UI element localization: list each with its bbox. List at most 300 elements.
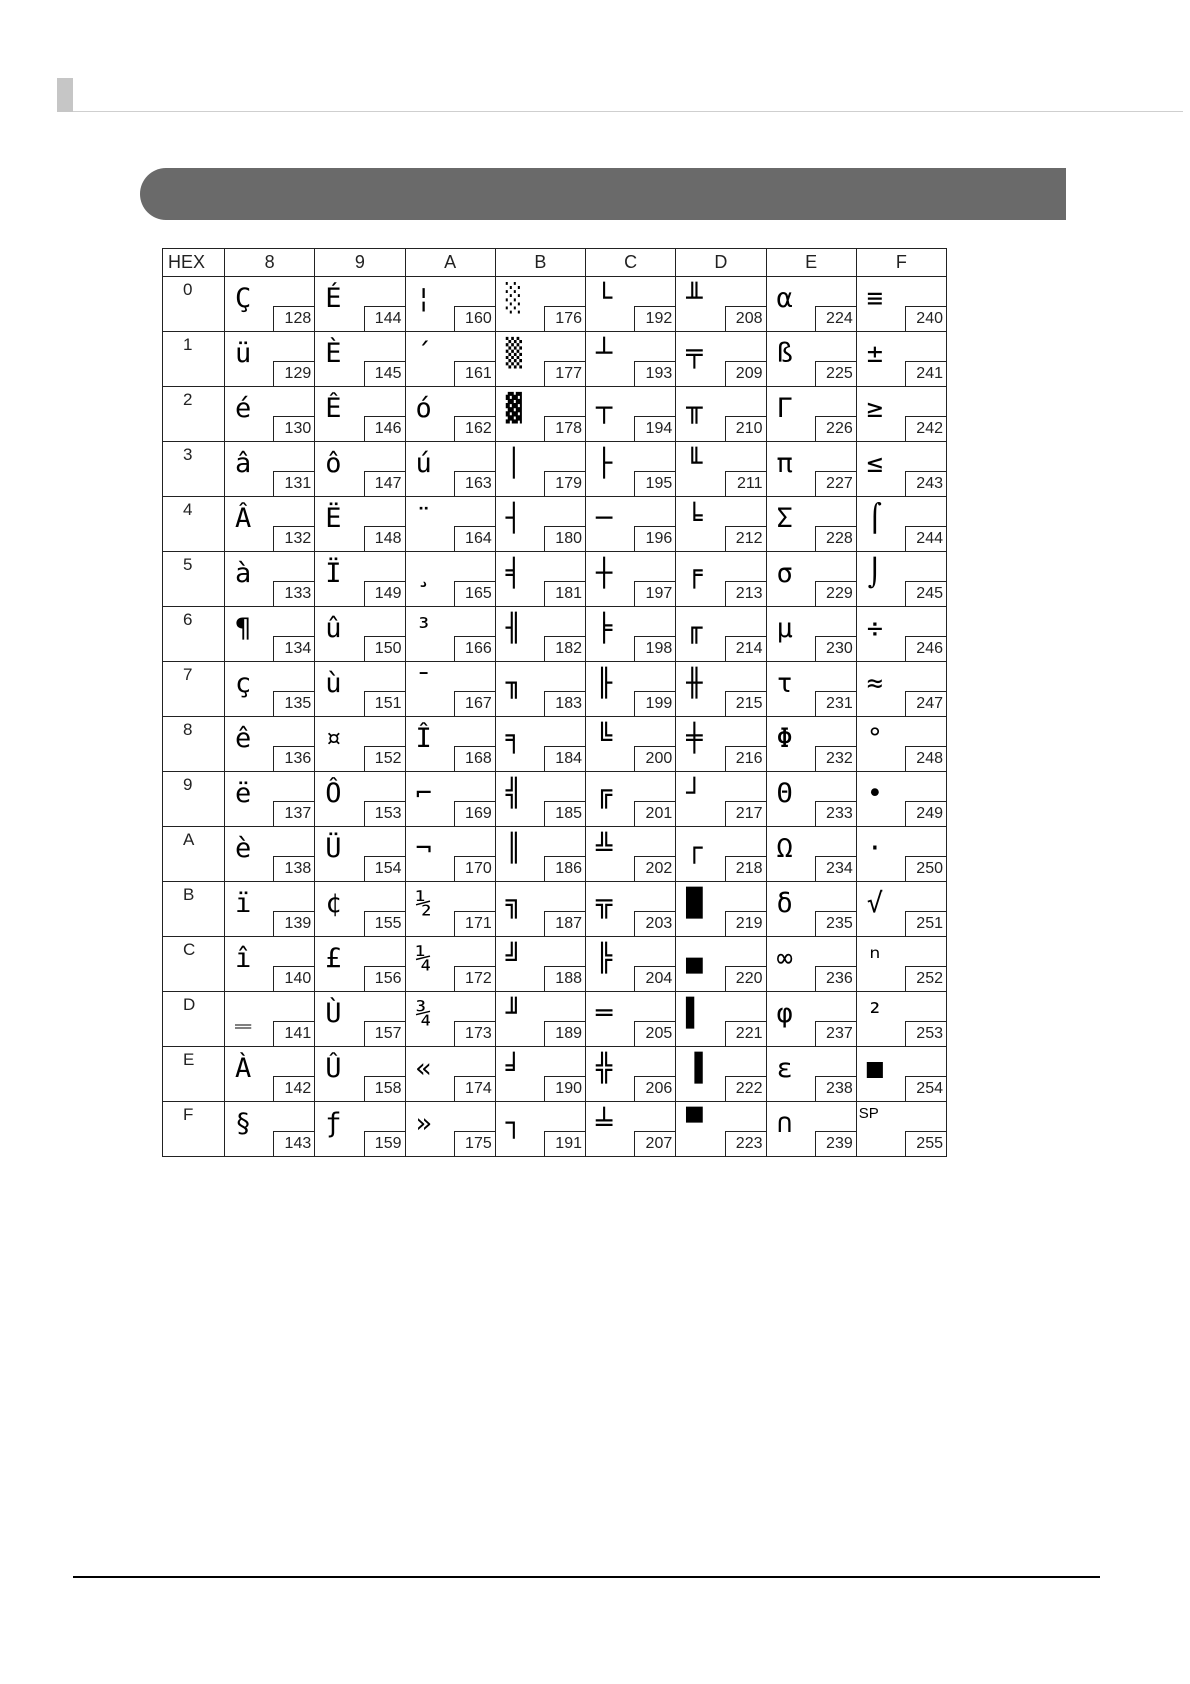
char-cell [495,607,585,662]
table-row [163,827,947,882]
decimal-code: 158 [364,1076,405,1101]
char-cell [225,937,315,992]
row-header: 9 [163,772,225,827]
char-glyph: Σ [776,503,793,534]
char-cell [766,1047,856,1102]
row-header: 6 [163,607,225,662]
table-body [163,277,947,1157]
decimal-code: 152 [364,746,405,771]
decimal-code: 164 [454,526,495,551]
char-cell [315,387,405,442]
char-glyph: ó [415,393,432,424]
table-row [163,992,947,1047]
char-glyph: ╢ [505,613,523,644]
decimal-code: 195 [634,471,675,496]
decimal-code: 186 [544,856,585,881]
decimal-code: 242 [905,416,946,441]
char-glyph: ≤ [866,448,884,479]
decimal-code: 202 [634,856,675,881]
char-glyph: ╫ [686,668,703,699]
char-cell [856,552,946,607]
char-glyph: ■ [866,1053,884,1084]
decimal-code: 176 [544,306,585,331]
char-cell [676,277,766,332]
char-cell [676,662,766,717]
char-cell [586,497,676,552]
decimal-code: 235 [815,911,856,936]
char-glyph: ¦ [415,283,432,314]
decimal-code: 201 [634,801,675,826]
char-cell [315,277,405,332]
char-cell [586,387,676,442]
decimal-code: 236 [815,966,856,991]
decimal-code: 160 [454,306,495,331]
decimal-code: 159 [364,1131,405,1156]
char-glyph: ┐ [505,1108,523,1139]
footer-rule [73,1576,1100,1578]
char-glyph: ┘ [686,778,703,809]
char-cell [405,992,495,1047]
decimal-code: 130 [273,416,314,441]
char-cell [495,442,585,497]
char-glyph: ß [776,338,793,369]
char-glyph: ░ [505,283,523,314]
char-cell [315,552,405,607]
table-row [163,1102,947,1157]
decimal-code: 246 [905,636,946,661]
decimal-code: 191 [544,1131,585,1156]
row-header: 5 [163,552,225,607]
decimal-code: 188 [544,966,585,991]
decimal-code: 183 [544,691,585,716]
char-glyph: ⌐ [415,778,432,809]
decimal-code: 137 [273,801,314,826]
decimal-code: 252 [905,966,946,991]
char-glyph: ┬ [596,393,613,424]
decimal-code: 250 [905,856,946,881]
char-cell [766,607,856,662]
decimal-code: 231 [815,691,856,716]
char-cell [315,1102,405,1157]
char-glyph: ¶ [235,613,252,644]
decimal-code: 146 [364,416,405,441]
char-cell [315,662,405,717]
row-header: A [163,827,225,882]
section-title-band [140,168,1066,220]
char-cell [495,992,585,1047]
decimal-code: 244 [905,526,946,551]
char-glyph: ╣ [505,778,523,809]
char-glyph: ╬ [596,1053,613,1084]
char-cell [315,937,405,992]
decimal-code: 198 [634,636,675,661]
char-glyph: ² [866,998,884,1029]
char-glyph: ¾ [415,998,432,1029]
char-glyph: À [235,1053,252,1084]
decimal-code: 169 [454,801,495,826]
decimal-code: 254 [905,1076,946,1101]
char-glyph: ‗ [235,998,252,1029]
decimal-code: 144 [364,306,405,331]
char-glyph: ° [866,723,884,754]
char-cell [225,1102,315,1157]
decimal-code: 239 [815,1131,856,1156]
char-cell [766,1102,856,1157]
char-cell [766,992,856,1047]
decimal-code: 171 [454,911,495,936]
table-row [163,387,947,442]
char-cell [766,497,856,552]
char-cell [676,552,766,607]
char-glyph: ƒ [325,1108,342,1139]
char-glyph: » [415,1108,432,1139]
column-header: D [676,249,766,277]
char-cell [676,882,766,937]
char-glyph: ε [776,1053,793,1084]
row-header: 7 [163,662,225,717]
char-glyph: ¤ [325,723,342,754]
char-cell [495,937,585,992]
char-glyph: ╒ [686,558,703,589]
char-cell [495,332,585,387]
char-glyph: ¼ [415,943,432,974]
char-cell [495,1047,585,1102]
char-glyph: ┤ [505,503,523,534]
char-glyph: Ü [325,833,342,864]
char-glyph: ⌠ [866,503,884,534]
column-header: F [856,249,946,277]
decimal-code: 197 [634,581,675,606]
char-glyph: Ê [325,393,342,424]
char-cell [225,277,315,332]
decimal-code: 206 [634,1076,675,1101]
decimal-code: 141 [273,1021,314,1046]
char-cell [676,937,766,992]
decimal-code: 249 [905,801,946,826]
char-cell [856,882,946,937]
column-header: B [495,249,585,277]
char-glyph: ╩ [596,833,613,864]
char-cell [856,937,946,992]
char-cell [586,937,676,992]
char-glyph: ═ [596,998,613,1029]
char-cell [225,992,315,1047]
decimal-code: 170 [454,856,495,881]
char-cell [586,882,676,937]
decimal-code: 203 [634,911,675,936]
char-glyph: ü [235,338,252,369]
decimal-code: 185 [544,801,585,826]
char-glyph: ▓ [505,393,523,424]
char-glyph: ╔ [596,778,613,809]
decimal-code: 151 [364,691,405,716]
char-glyph: ╤ [686,338,703,369]
char-cell [676,442,766,497]
char-glyph: â [235,448,252,479]
char-cell [766,772,856,827]
char-cell [405,827,495,882]
char-glyph: à [235,558,252,589]
char-glyph: ╚ [596,723,613,754]
decimal-code: 149 [364,581,405,606]
char-cell [586,332,676,387]
char-cell [495,662,585,717]
char-glyph: ┼ [596,558,613,589]
char-cell [315,442,405,497]
char-cell [676,717,766,772]
char-glyph: ─ [596,503,613,534]
char-glyph: ÷ [866,613,884,644]
decimal-code: 222 [725,1076,766,1101]
decimal-code: 150 [364,636,405,661]
table-row [163,937,947,992]
char-cell [405,552,495,607]
char-cell [586,607,676,662]
char-glyph: ╦ [596,888,613,919]
decimal-code: 251 [905,911,946,936]
char-cell [405,882,495,937]
decimal-code: 232 [815,746,856,771]
char-cell [495,497,585,552]
char-cell [586,717,676,772]
char-glyph: ╧ [596,1108,613,1139]
char-glyph: Ç [235,283,252,314]
decimal-code: 129 [273,361,314,386]
decimal-code: 190 [544,1076,585,1101]
decimal-code: 173 [454,1021,495,1046]
char-glyph: ▒ [505,338,523,369]
char-cell [856,1102,946,1157]
char-cell [766,882,856,937]
char-glyph: £ [325,943,342,974]
char-cell [315,882,405,937]
char-glyph: █ [686,888,703,919]
char-glyph: ∩ [776,1108,793,1139]
decimal-code: 228 [815,526,856,551]
decimal-code: 248 [905,746,946,771]
char-cell [676,992,766,1047]
char-glyph: ½ [415,888,432,919]
char-glyph: ± [866,338,884,369]
column-header: E [766,249,856,277]
char-glyph: É [325,283,342,314]
char-cell [766,552,856,607]
char-glyph: ╗ [505,888,523,919]
char-cell [766,937,856,992]
decimal-code: 218 [725,856,766,881]
char-cell [856,442,946,497]
char-cell [225,882,315,937]
decimal-code: 241 [905,361,946,386]
char-glyph: α [776,283,793,314]
table-row [163,552,947,607]
char-glyph: ¨ [415,503,432,534]
decimal-code: 193 [634,361,675,386]
decimal-code: 135 [273,691,314,716]
decimal-code: 207 [634,1131,675,1156]
decimal-code: 136 [273,746,314,771]
char-glyph: ╕ [505,723,523,754]
char-glyph: Ω [776,833,793,864]
decimal-code: 196 [634,526,675,551]
char-glyph: ╜ [505,998,523,1029]
char-glyph: ⌡ [866,558,884,589]
decimal-code: 247 [905,691,946,716]
char-cell [225,827,315,882]
char-glyph: • [866,778,884,809]
decimal-code: 214 [725,636,766,661]
char-glyph: ╘ [686,503,703,534]
table-row [163,442,947,497]
table-row [163,772,947,827]
decimal-code: 134 [273,636,314,661]
decimal-code: 224 [815,306,856,331]
char-glyph: Ï [325,558,342,589]
decimal-code: 209 [725,361,766,386]
decimal-code: 211 [725,471,766,496]
decimal-code: 192 [634,306,675,331]
char-glyph: ┴ [596,338,613,369]
decimal-code: 216 [725,746,766,771]
row-header: 1 [163,332,225,387]
char-cell [225,772,315,827]
char-glyph: ¬ [415,833,432,864]
char-cell [586,772,676,827]
decimal-code: 187 [544,911,585,936]
decimal-code: 155 [364,911,405,936]
char-glyph: ¸ [415,558,432,589]
decimal-code: 139 [273,911,314,936]
decimal-code: 237 [815,1021,856,1046]
decimal-code: 157 [364,1021,405,1046]
char-cell [225,332,315,387]
char-glyph: ê [235,723,252,754]
char-cell [766,442,856,497]
char-glyph: Â [235,503,252,534]
char-glyph: ╟ [596,668,613,699]
decimal-code: 230 [815,636,856,661]
column-header-row [163,249,947,277]
char-glyph: Θ [776,778,793,809]
char-cell [676,1047,766,1102]
row-header: E [163,1047,225,1102]
char-cell [495,387,585,442]
char-glyph: ╥ [686,393,703,424]
char-cell [495,827,585,882]
char-cell [315,772,405,827]
char-cell [856,1047,946,1102]
decimal-code: 179 [544,471,585,496]
decimal-code: 238 [815,1076,856,1101]
char-cell [586,277,676,332]
row-header: 3 [163,442,225,497]
char-glyph: · [866,833,884,864]
char-glyph: σ [776,558,793,589]
char-cell [405,332,495,387]
table-row [163,497,947,552]
char-cell [315,992,405,1047]
decimal-code: 162 [454,416,495,441]
decimal-code: 234 [815,856,856,881]
char-glyph: ¯ [415,668,432,699]
char-cell [405,717,495,772]
char-glyph: ç [235,668,252,699]
char-glyph: Î [415,723,432,754]
decimal-code: 221 [725,1021,766,1046]
decimal-code: 133 [273,581,314,606]
decimal-code: 174 [454,1076,495,1101]
char-cell [766,662,856,717]
table-row [163,717,947,772]
char-cell [856,607,946,662]
char-glyph: Γ [776,393,793,424]
char-cell [495,717,585,772]
decimal-code: 138 [273,856,314,881]
char-cell [586,1047,676,1102]
row-header: C [163,937,225,992]
decimal-code: 189 [544,1021,585,1046]
decimal-code: 148 [364,526,405,551]
char-cell [225,442,315,497]
decimal-code: 131 [273,471,314,496]
decimal-code: 233 [815,801,856,826]
char-glyph: δ [776,888,793,919]
char-cell [495,882,585,937]
table-row [163,882,947,937]
column-header: 9 [315,249,405,277]
char-cell [676,1102,766,1157]
decimal-code: 175 [454,1131,495,1156]
page-corner-tab [57,78,73,112]
char-glyph: ≈ [866,668,884,699]
character-code-table [162,248,947,1157]
char-glyph: ╙ [686,448,703,479]
decimal-code: 181 [544,581,585,606]
decimal-code: 182 [544,636,585,661]
decimal-code: 145 [364,361,405,386]
char-glyph: Ë [325,503,342,534]
decimal-code: 225 [815,361,856,386]
column-header: C [586,249,676,277]
char-cell [315,827,405,882]
decimal-code: 208 [725,306,766,331]
char-glyph: ║ [505,833,523,864]
char-glyph: ▄ [686,943,703,974]
decimal-code: 177 [544,361,585,386]
decimal-code: 200 [634,746,675,771]
char-glyph: § [235,1108,252,1139]
char-glyph: │ [505,448,523,479]
char-cell [676,607,766,662]
row-header: F [163,1102,225,1157]
char-cell [405,442,495,497]
char-cell [856,827,946,882]
char-glyph: φ [776,998,793,1029]
decimal-code: 178 [544,416,585,441]
char-glyph: ⁿ [866,943,884,974]
decimal-code: 180 [544,526,585,551]
row-header: 2 [163,387,225,442]
char-cell [225,387,315,442]
char-cell [405,1047,495,1102]
char-cell [586,442,676,497]
char-cell [766,332,856,387]
decimal-code: 245 [905,581,946,606]
char-cell [766,277,856,332]
char-glyph: ╠ [596,943,613,974]
char-glyph: ╖ [505,668,523,699]
char-cell [405,497,495,552]
